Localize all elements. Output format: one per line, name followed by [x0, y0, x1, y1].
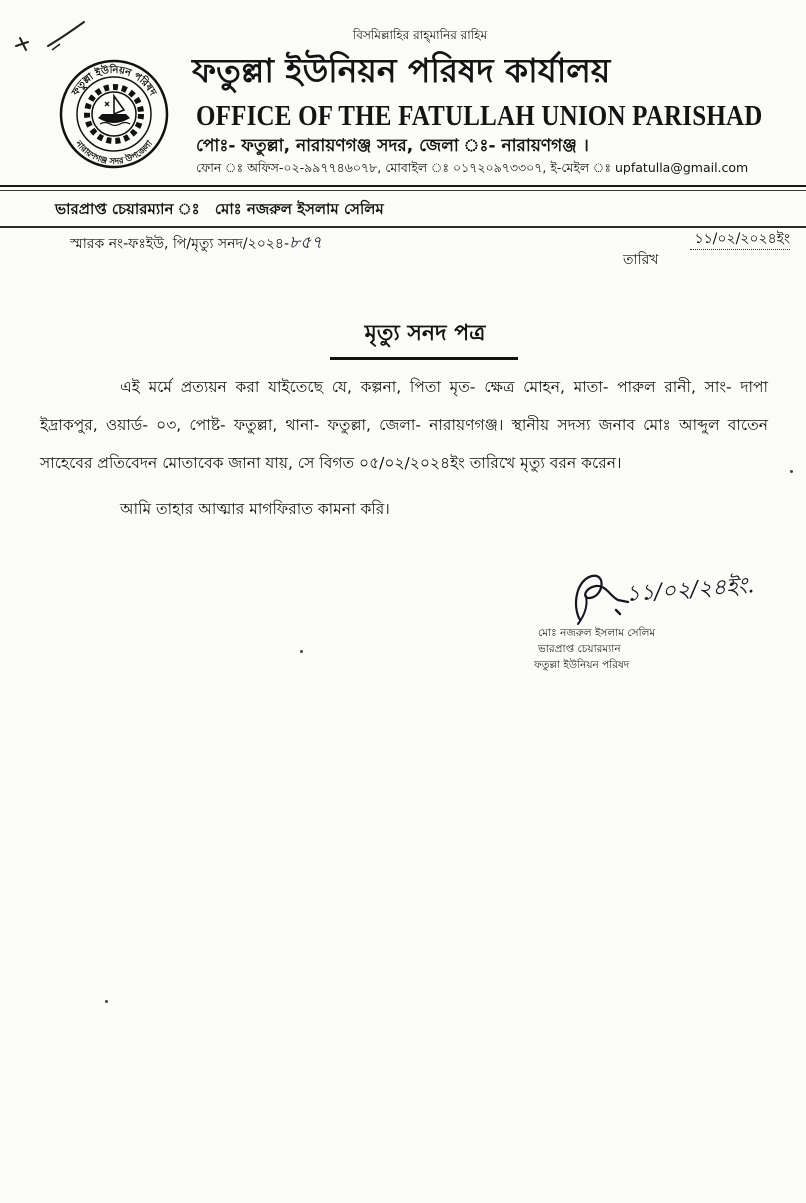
memo-date: ১১/০২/২০২৪ইং [690, 229, 790, 250]
stamp-name: মোঃ নজরুল ইসলাম সেলিম [538, 627, 656, 639]
memo-number: ৮৫৭ [289, 233, 323, 253]
seal-ring-bottom-text: নারায়ণগঞ্জ সদর উপজেলা [73, 139, 155, 168]
office-title-english: OFFICE OF THE FATULLAH UNION PARISHAD [196, 101, 763, 132]
scan-speck [105, 1000, 108, 1003]
certificate-content [40, 368, 768, 524]
chairman-line [55, 198, 755, 220]
stamp-title: ভারপ্রাপ্ত চেয়ারম্যান [538, 643, 621, 655]
union-parishad-seal-icon [58, 58, 170, 170]
certificate-body: এই মর্মে প্রত্যয়ন করা যাইতেছে যে, কল্পনা, পিতা মৃত- ক্ষেত্র মোহন, মাতা- পারুল রানী, সাং- দাপা ইদ্রাকপুর, ওয়ার্ড- ০৩, পোষ্ট- ফতুল্লা, থানা- ফতুল্লা, জেলা- নারায়ণগঞ্জ। স্থানীয় সদস্য জনাব মোঃ আব্দুল বাতেন সাহেবের প্রতিবেদন মোতাবেক জানা যায়, সে বিগত ০৫/০২/২০২৪ইং তারিখে মৃত্যু বরন করেন। [40, 378, 768, 472]
chairman-divider [0, 226, 806, 228]
scan-speck [300, 650, 303, 653]
office-title-bengali: ফতুল্লা ইউনিয়ন পরিষদ কার্যালয় [192, 51, 611, 90]
svg-text:নারায়ণগঞ্জ সদর উপজেলা [73, 138, 156, 167]
pen-mark [12, 16, 92, 60]
header-divider [0, 185, 806, 187]
signature-scribble-icon [566, 566, 632, 628]
office-contact: ফোন ঃ অফিস-০২-৯৯৭৭৪৬০৭৮, মোবাইল ঃ ০১৭২০৯৭৩৩০৭, ই-মেইল ঃ upfatulla@gmail.com [196, 160, 749, 175]
scan-speck [790, 470, 793, 473]
memo-prefix: স্মারক নং-ফঃইউ, পি/মৃত্যু সনদ/২০২৪- [70, 236, 290, 252]
bismillah-line: বিসমিল্লাহির রাহ্‌মানির রাহিম [352, 28, 488, 42]
office-address: পোঃ- ফতুল্লা, নারায়ণগঞ্জ সদর, জেলা ঃ- নারায়ণগঞ্জ । [196, 136, 589, 156]
signatory-stamp [534, 625, 738, 673]
chairman-label: ভারপ্রাপ্ত চেয়ারম্যান ঃ [55, 200, 200, 218]
certificate-closing: আমি তাহার আত্মার মাগফিরাত কামনা করি। [120, 500, 390, 518]
seal-ring-top-text: ফতুল্লা ইউনিয়ন পরিষদ [70, 65, 158, 98]
date-label: তারিখ [623, 252, 659, 268]
header-divider-thin [0, 190, 806, 191]
heading-underline [330, 357, 518, 360]
memo-reference [70, 233, 590, 254]
chairman-name: মোঃ নজরুল ইসলাম সেলিম [214, 200, 384, 218]
stamp-organization: ফতুল্লা ইউনিয়ন পরিষদ [534, 659, 630, 671]
signature-date: ১১/০২/২৪ইং. [625, 573, 756, 607]
certificate-heading: মৃত্যু সনদ পত্র [364, 321, 486, 346]
